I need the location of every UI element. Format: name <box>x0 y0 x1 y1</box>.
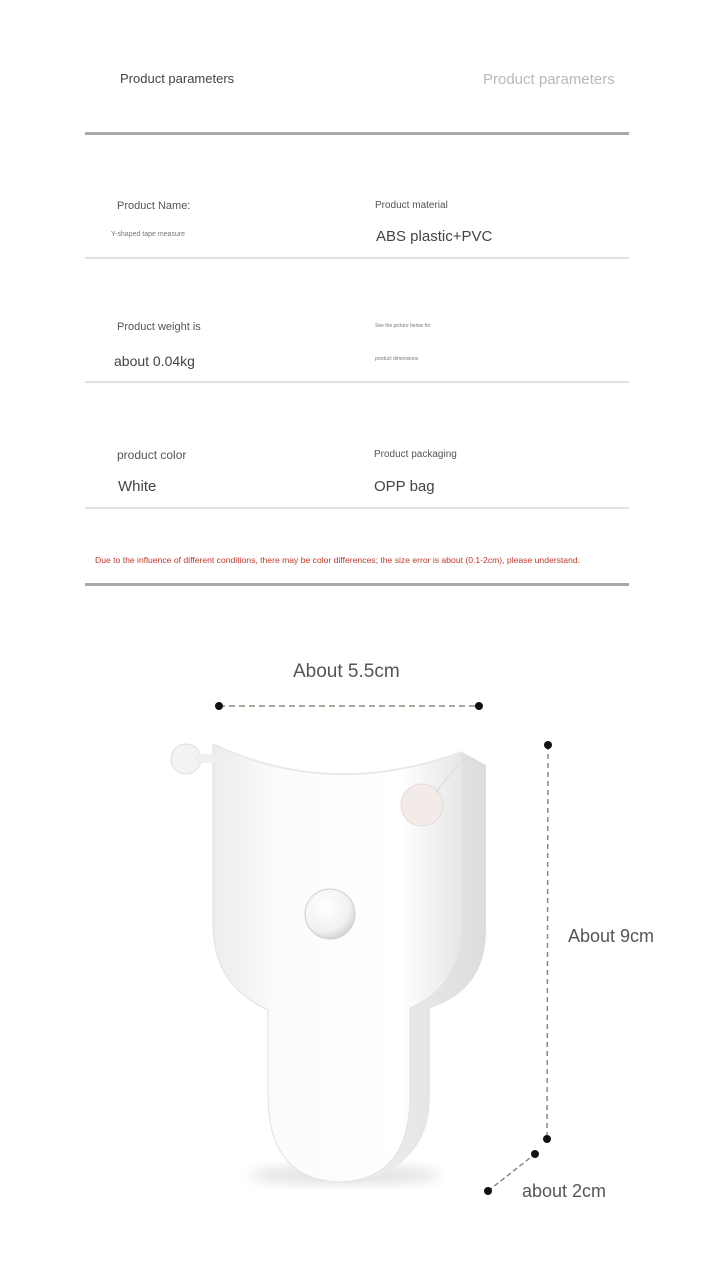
header-title-left: Product parameters <box>120 71 235 86</box>
width-dimension-line <box>215 702 483 710</box>
product-color-label: product color <box>117 448 187 462</box>
height-dimension-label: About 9cm <box>568 926 655 946</box>
header-divider <box>85 132 629 135</box>
header-title-right: Product parameters <box>483 71 615 88</box>
product-size-label: See the picture below for <box>375 323 431 329</box>
row-divider-3 <box>85 507 629 509</box>
height-dimension-line <box>543 741 552 1143</box>
row-divider-2 <box>85 381 629 383</box>
color-size-notice: Due to the influence of different conditions, there may be color differences; the size error is about (0.1-2cm), please understand. <box>95 555 581 565</box>
product-size-value: product dimensions <box>375 356 419 362</box>
product-color-value: White <box>118 478 157 495</box>
product-packaging-label: Product packaging <box>374 449 457 460</box>
product-material-value: ABS plastic+PVC <box>376 228 493 245</box>
product-name-label: Product Name: <box>117 200 191 212</box>
product-weight-label: Product weight is <box>117 321 201 333</box>
width-dimension-label: About 5.5cm <box>293 661 400 682</box>
notice-divider <box>85 583 629 586</box>
product-packaging-value: OPP bag <box>374 478 435 495</box>
depth-dimension-line <box>484 1150 539 1195</box>
depth-dimension-label: about 2cm <box>522 1181 607 1201</box>
product-name-value: Y-shaped tape measure <box>111 231 186 238</box>
product-material-label: Product material <box>375 200 448 211</box>
product-weight-value: about 0.04kg <box>114 353 195 369</box>
row-divider-1 <box>85 257 629 259</box>
tape-measure-product-image <box>0 620 717 1280</box>
